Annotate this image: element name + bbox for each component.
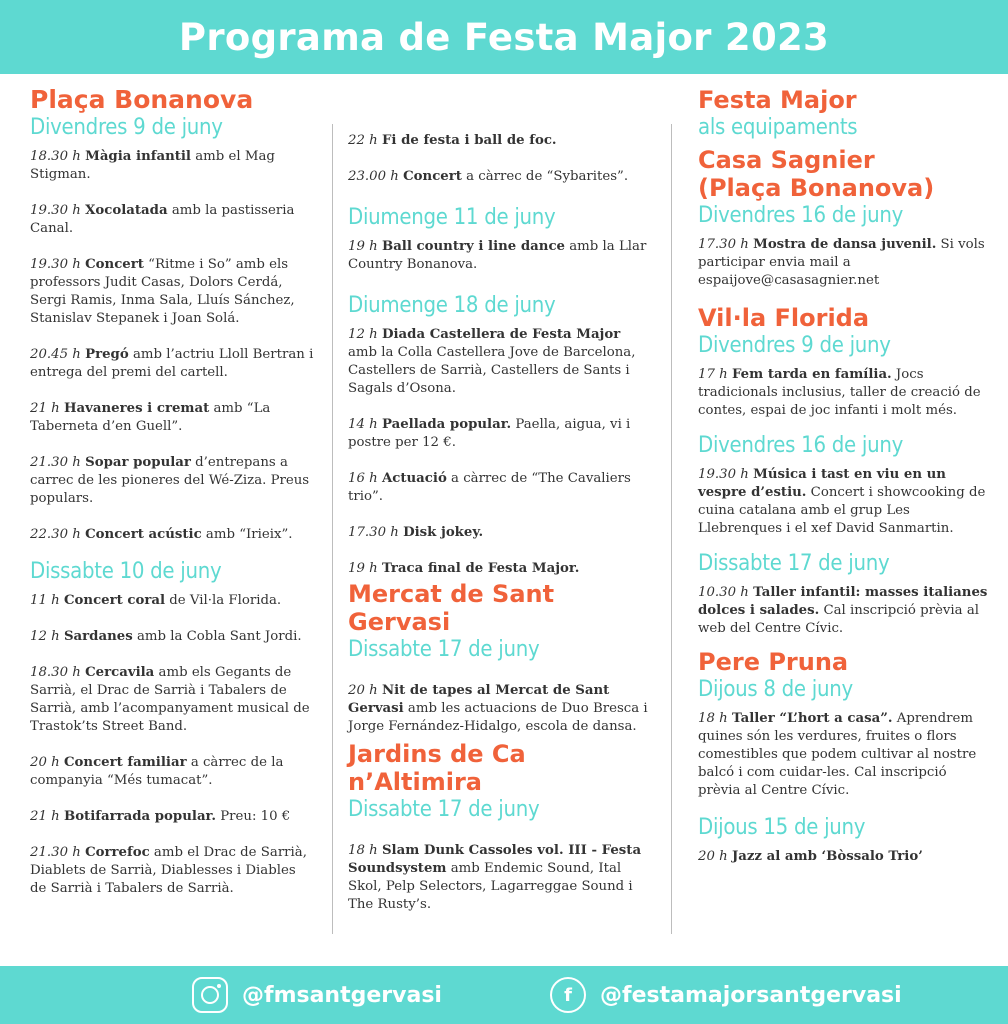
event-item xyxy=(698,584,988,638)
event-item xyxy=(30,202,314,238)
event-time: 21.30 h xyxy=(30,845,81,860)
event-item xyxy=(30,454,314,508)
event-list xyxy=(348,132,648,186)
event-item xyxy=(348,168,648,186)
event-title: Traca final de Festa Major. xyxy=(381,561,580,576)
page-title: Programa de Festa Major 2023 xyxy=(178,15,830,59)
event-time: 18 h xyxy=(348,843,378,858)
event-title: Pregó xyxy=(85,347,129,362)
instagram-icon xyxy=(192,977,228,1013)
event-item xyxy=(698,710,988,800)
event-title: Cercavila xyxy=(85,665,155,680)
event-detail: amb la Cobla Sant Jordi. xyxy=(132,629,302,644)
column-divider xyxy=(332,124,333,934)
footer-bar xyxy=(0,966,1008,1024)
day-heading: Dijous 8 de juny xyxy=(698,677,853,702)
day-heading: Dijous 15 de juny xyxy=(698,815,866,840)
venue-heading: Plaça Bonanova xyxy=(30,85,254,114)
day-heading: Divendres 16 de juny xyxy=(698,433,903,458)
event-item xyxy=(30,526,314,544)
subheading: als equipaments xyxy=(698,115,858,140)
venue-heading: Vil·la Florida xyxy=(698,304,870,332)
event-time: 19.30 h xyxy=(30,203,81,218)
event-list xyxy=(348,842,648,914)
event-list xyxy=(30,148,314,544)
venue-heading: Pere Pruna xyxy=(698,648,849,676)
day-heading: Dissabte 17 de juny xyxy=(348,637,540,662)
event-title: Concert coral xyxy=(63,593,166,608)
event-item xyxy=(30,664,314,736)
event-list xyxy=(348,682,648,736)
event-time: 18.30 h xyxy=(30,665,81,680)
event-title: Diada Castellera de Festa Major xyxy=(381,327,621,342)
event-list xyxy=(698,466,988,538)
event-item xyxy=(30,844,314,898)
column-1 xyxy=(30,86,314,916)
instagram-handle: @fmsantgervasi xyxy=(242,982,442,1008)
event-time: 19 h xyxy=(348,239,378,254)
day-heading: Diumenge 18 de juny xyxy=(348,293,556,318)
column-divider xyxy=(671,124,672,934)
event-item xyxy=(30,346,314,382)
event-item xyxy=(30,400,314,436)
day-heading: Dissabte 10 de juny xyxy=(30,559,222,584)
event-detail: d’entrepans a carrec de les pioneres del Wé-Ziza. Preus populars. xyxy=(30,455,310,506)
event-list xyxy=(698,848,988,866)
event-detail: amb la Colla Castellera Jove de Barcelona, Castellers de Sarrià, Castellers de Sants i Sagals d’Osona. xyxy=(348,345,636,396)
event-time: 20 h xyxy=(698,849,728,864)
venue-heading: Casa Sagnier xyxy=(698,146,875,174)
event-detail: Cal inscripció prèvia al web del Centre Cívic. xyxy=(698,603,980,636)
event-item xyxy=(348,416,648,452)
day-heading: Diumenge 11 de juny xyxy=(348,205,556,230)
event-item xyxy=(348,560,648,578)
event-title: Actuació xyxy=(381,471,447,486)
event-title: Paellada popular. xyxy=(381,417,512,432)
event-title: Concert xyxy=(403,169,462,184)
event-title: Disk jokey. xyxy=(403,525,484,540)
event-title: Correfoc xyxy=(85,845,150,860)
event-list xyxy=(30,592,314,898)
event-title: Sopar popular xyxy=(85,455,191,470)
event-item xyxy=(348,238,648,274)
venue-heading: Festa Major xyxy=(698,86,857,114)
event-detail: amb Endemic Sound, Ital Skol, Pelp Selectors, Lagarreggae Sound i The Rusty’s. xyxy=(348,861,633,912)
facebook-handle: @festamajorsantgervasi xyxy=(600,982,902,1008)
event-detail: “Ritme i So” amb els professors Judit Casas, Dolors Cerdá, Sergi Ramis, Inma Sala, Lluís Sánchez, Stanislav Stepanek i Joan Solá. xyxy=(30,257,295,326)
event-detail: amb les actuacions de Duo Bresca i Jorge Fernández-Hidalgo, escola de dansa. xyxy=(348,701,648,734)
event-detail: Si vols participar envia mail a espaijove@casasagnier.net xyxy=(698,237,985,288)
event-title: Música i tast en viu en un vespre d’estiu. xyxy=(698,467,946,500)
event-item xyxy=(30,754,314,790)
event-time: 10.30 h xyxy=(698,585,749,600)
day-heading: Divendres 16 de juny xyxy=(698,203,903,228)
event-time: 14 h xyxy=(348,417,378,432)
event-title: Màgia infantil xyxy=(85,149,191,164)
event-title: Nit de tapes al Mercat de Sant Gervasi xyxy=(348,683,610,716)
event-item xyxy=(348,682,648,736)
column-3 xyxy=(698,86,988,884)
event-item xyxy=(30,148,314,184)
event-list xyxy=(698,710,988,800)
event-time: 20.45 h xyxy=(30,347,81,362)
event-time: 16 h xyxy=(348,471,378,486)
event-item xyxy=(698,466,988,538)
instagram-link[interactable] xyxy=(192,966,442,1024)
event-item xyxy=(348,132,648,150)
event-detail: amb el Mag Stigman. xyxy=(30,149,275,182)
event-time: 21 h xyxy=(30,809,60,824)
column-2 xyxy=(348,132,648,932)
event-title: Ball country i line dance xyxy=(381,239,566,254)
event-title: Xocolatada xyxy=(85,203,168,218)
event-detail: amb “La Taberneta d’en Guell”. xyxy=(30,401,271,434)
event-time: 17.30 h xyxy=(348,525,399,540)
facebook-icon: f xyxy=(550,977,586,1013)
event-time: 18.30 h xyxy=(30,149,81,164)
day-heading: Dissabte 17 de juny xyxy=(348,797,540,822)
event-item xyxy=(348,524,648,542)
event-time: 17 h xyxy=(698,367,728,382)
event-time: 20 h xyxy=(348,683,378,698)
facebook-link[interactable] xyxy=(550,966,902,1024)
event-time: 19.30 h xyxy=(30,257,81,272)
event-item xyxy=(348,842,648,914)
event-time: 22.30 h xyxy=(30,527,81,542)
event-time: 12 h xyxy=(30,629,60,644)
event-title: Concert familiar xyxy=(63,755,187,770)
event-title: Botifarrada popular. xyxy=(63,809,216,824)
event-detail: amb la Llar Country Bonanova. xyxy=(348,239,647,272)
event-title: Concert xyxy=(85,257,144,272)
day-heading: Divendres 9 de juny xyxy=(698,333,891,358)
event-time: 21.30 h xyxy=(30,455,81,470)
event-time: 23.00 h xyxy=(348,169,399,184)
event-item xyxy=(348,470,648,506)
event-list xyxy=(698,584,988,638)
event-list xyxy=(348,326,648,578)
event-time: 19 h xyxy=(348,561,378,576)
day-heading: Dissabte 17 de juny xyxy=(698,551,890,576)
event-item xyxy=(698,848,988,866)
event-detail: de Vil·la Florida. xyxy=(165,593,282,608)
event-time: 20 h xyxy=(30,755,60,770)
venue-heading: Mercat de Sant Gervasi xyxy=(348,580,555,636)
event-title: Sardanes xyxy=(63,629,133,644)
event-detail: Aprendrem quines són les verdures, fruites o flors comestibles que podem cultivar al nostre balcó i com cuidar-les. Cal inscripció prèvia al Centre Cívic. xyxy=(698,711,977,798)
event-item xyxy=(30,808,314,826)
event-title: Taller “L’hort a casa”. xyxy=(731,711,893,726)
venue-heading: (Plaça Bonanova) xyxy=(698,174,935,202)
event-detail: Jocs tradicionals inclusius, taller de creació de contes, espai de joc infanti i molt més. xyxy=(698,367,981,418)
event-list xyxy=(348,238,648,274)
event-detail: amb la pastisseria Canal. xyxy=(30,203,295,236)
event-item xyxy=(30,256,314,328)
event-list xyxy=(698,236,988,290)
event-title: Taller infantil: masses italianes dolces i salades. xyxy=(698,585,988,618)
event-time: 19.30 h xyxy=(698,467,749,482)
event-title: Jazz al amb ‘Bòssalo Trio’ xyxy=(731,849,923,864)
venue-heading: Jardins de Ca n’Altimira xyxy=(348,740,526,796)
event-detail: amb el Drac de Sarrià, Diablets de Sarrià, Diablesses i Diables de Sarrià i Tabalers de Sarrià. xyxy=(30,845,307,896)
event-title: Mostra de dansa juvenil. xyxy=(753,237,937,252)
event-detail: a càrrec de “Sybarites”. xyxy=(461,169,629,184)
event-time: 17.30 h xyxy=(698,237,749,252)
day-heading: Divendres 9 de juny xyxy=(30,115,223,140)
event-time: 22 h xyxy=(348,133,378,148)
event-detail: a càrrec de “The Cavaliers trio”. xyxy=(348,471,631,504)
event-item xyxy=(698,366,988,420)
event-title: Fi de festa i ball de foc. xyxy=(381,133,557,148)
event-item xyxy=(30,628,314,646)
event-detail: amb “Irieix”. xyxy=(201,527,293,542)
event-title: Fem tarda en família. xyxy=(731,367,892,382)
header-bar xyxy=(0,0,1008,74)
event-detail: Paella, aigua, vi i postre per 12 €. xyxy=(348,417,631,450)
event-title: Concert acústic xyxy=(85,527,202,542)
event-detail: Preu: 10 € xyxy=(215,809,291,824)
event-item xyxy=(348,326,648,398)
event-title: Slam Dunk Cassoles vol. III - Festa Soundsystem xyxy=(348,843,642,876)
event-list xyxy=(698,366,988,420)
event-item xyxy=(698,236,988,290)
event-detail: a càrrec de la companyia “Més tumacat”. xyxy=(30,755,284,788)
event-detail: Concert i showcooking de cuina catalana amb el grup Les Llebrenques i el xef David Sanmartin. xyxy=(698,485,986,536)
event-time: 12 h xyxy=(348,327,378,342)
event-time: 11 h xyxy=(30,593,60,608)
event-detail: amb els Gegants de Sarrià, el Drac de Sarrià i Tabalers de Sarrià, amb l’acompanyament musical de Trastok’ts Street Band. xyxy=(30,665,310,734)
event-time: 18 h xyxy=(698,711,728,726)
event-time: 21 h xyxy=(30,401,60,416)
event-title: Havaneres i cremat xyxy=(63,401,210,416)
event-item xyxy=(30,592,314,610)
event-detail: amb l’actriu Lloll Bertran i entrega del premi del cartell. xyxy=(30,347,314,380)
